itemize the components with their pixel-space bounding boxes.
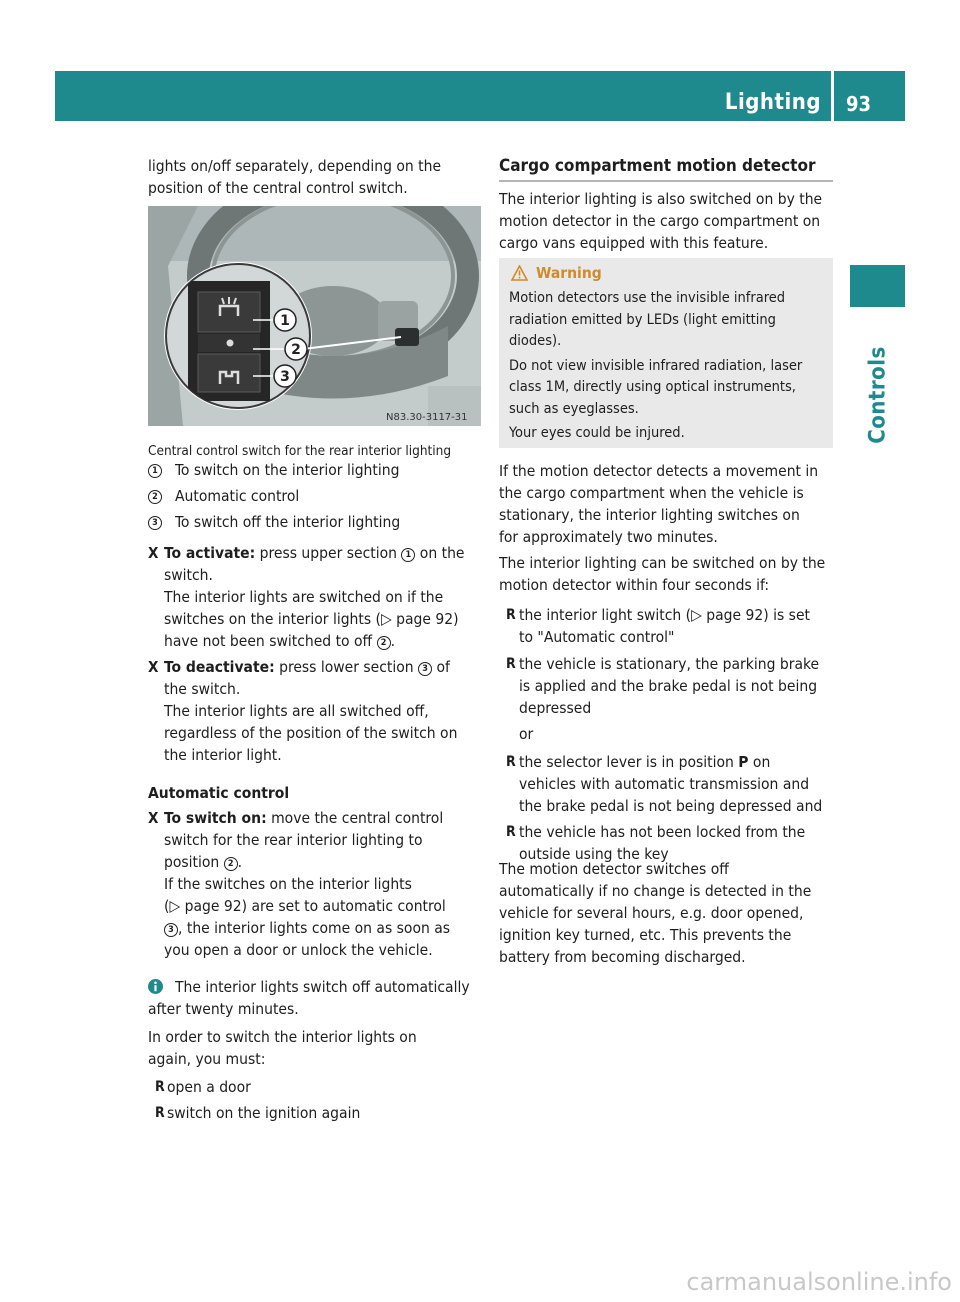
- section-heading: Cargo compartment motion detector: [499, 156, 816, 176]
- switch-on-step: X To switch on: move the central control switch for the rear interior lighting to position 2 . If the switches on the interior lights (▷ page 92) are set to automatic control 3 , the interior lights come on as soon as you open a door or unlock the vehicle.: [148, 809, 451, 959]
- warning-title: Warning: [536, 264, 602, 282]
- list-item: R the vehicle is stationary, the parking brake is applied and the brake pedal is not being depressed: [506, 655, 820, 717]
- svg-text:2: 2: [291, 342, 301, 358]
- or-text: or: [519, 725, 534, 743]
- callout-item: 3 To switch off the interior lighting: [148, 511, 488, 537]
- warning-triangle-icon: [511, 265, 528, 281]
- central-control-switch-figure: [148, 206, 481, 426]
- automatic-control-heading: Automatic control: [148, 784, 290, 802]
- deactivate-step: X To deactivate: press lower section 3 of the switch. The interior lights are all switched off, regardless of the position of the switch on the interior light.: [148, 658, 458, 764]
- callout-item: 2 Automatic control: [148, 485, 488, 511]
- condition-list: [499, 604, 839, 865]
- header-divider: [831, 71, 834, 121]
- chapter-tab-label: Controls: [865, 346, 890, 444]
- page-header-bar: [55, 71, 905, 121]
- paragraph: The motion detector switches off automatically if no change is detected in the vehicle for several hours, e.g. door opened, ignition key turned, etc. This prevents the battery from becoming discharged.: [499, 860, 812, 966]
- step-x-marker: X: [148, 544, 159, 562]
- paragraph: If the motion detector detects a movement in the cargo compartment when the vehicle is stationary, the interior lighting switches on for approximately two minutes.: [499, 462, 819, 546]
- step-x-marker: X: [148, 809, 159, 827]
- activate-step: X To activate: press upper section 1 on the switch. The interior lights are switched on if the switches on the interior lights (▷ page 92) have not been switched to off 2 .: [148, 544, 465, 650]
- svg-text:3: 3: [280, 369, 290, 385]
- warning-text: Motion detectors use the invisible infrared radiation emitted by LEDs (light emitting diodes). Do not view invisible infrared radiation, laser class 1M, directly using optical instruments, such as eyeglasses. Your eyes could be injured.: [509, 290, 803, 441]
- svg-text:N83.30-3117-31: N83.30-3117-31: [386, 412, 468, 423]
- paragraph: The interior lighting can be switched on by the motion detector within four seconds if:: [499, 554, 826, 594]
- list-item: R the interior light switch (▷ page 92) is set to "Automatic control": [506, 606, 810, 646]
- list-item: R switch on the ignition again: [155, 1104, 361, 1122]
- callout-legend: [148, 459, 488, 537]
- watermark: carmanualsonline.info: [686, 1268, 952, 1296]
- warning-box: [499, 258, 833, 448]
- heading-rule: [499, 180, 833, 182]
- list-item: R the vehicle has not been locked from the outside using the key: [506, 823, 806, 863]
- paragraph: The interior lighting is also switched on by the motion detector in the cargo compartment on cargo vans equipped with this feature.: [499, 190, 823, 252]
- section-title: Lighting: [724, 90, 821, 115]
- info-icon: [148, 979, 163, 994]
- info-note: The interior lights switch off automatically after twenty minutes. In order to switch the interior lights on again, you must: R open a door R switch on the ignition again: [148, 976, 488, 1124]
- callout-item: 1 To switch on the interior lighting: [148, 459, 488, 485]
- step-x-marker: X: [148, 658, 159, 676]
- svg-text:1: 1: [280, 313, 290, 329]
- figure-caption: Central control switch for the rear interior lighting: [148, 443, 452, 459]
- left-intro: lights on/off separately, depending on the position of the central control switch.: [148, 157, 442, 197]
- chapter-tab-marker: [850, 265, 905, 307]
- page-number: 93: [845, 92, 871, 116]
- list-item: R the selector lever is in position P on vehicles with automatic transmission and the brake pedal is not being depressed and: [506, 753, 823, 815]
- list-item: R open a door: [155, 1078, 251, 1096]
